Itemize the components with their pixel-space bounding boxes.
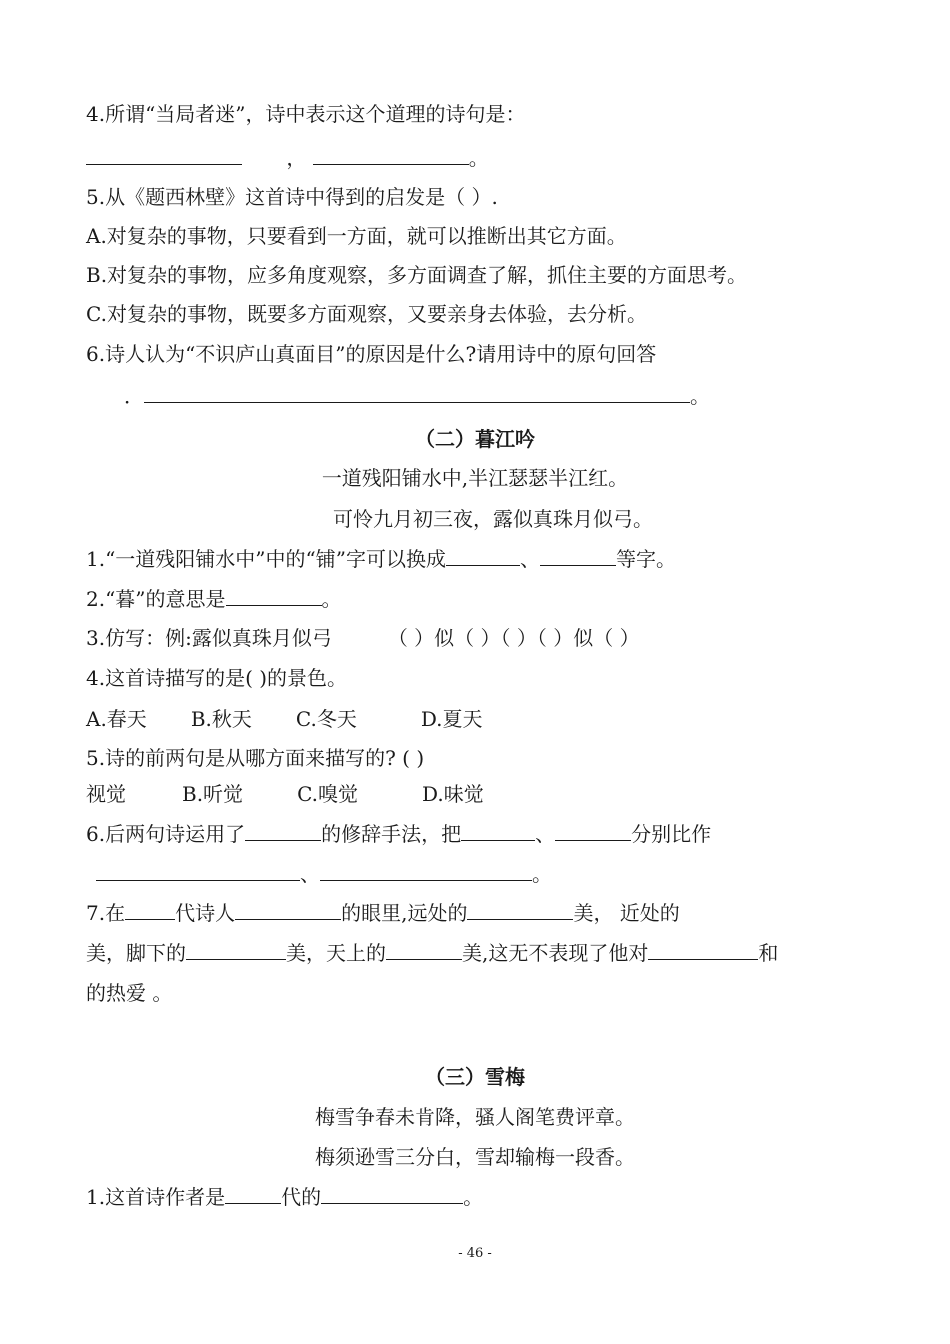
poem-line-1: 一道残阳铺水中,半江瑟瑟半江红。 (321, 466, 629, 490)
section-title-mujiangyin: （二）暮江吟 (415, 427, 535, 451)
answer-blank[interactable] (313, 144, 469, 165)
poem-line-1: 梅雪争春未肯降，骚人阁笔费评章。 (315, 1105, 635, 1129)
page-number: - 46 - (458, 1246, 492, 1261)
poem-line-2: 可怜九月初三夜，露似真珠月似弓。 (333, 507, 653, 531)
s3-question-1: 1.这首诗作者是 代的 。 (86, 1185, 484, 1209)
s2-question-5-options: 视觉 B.听觉 C.嗅觉 D.味觉 (86, 782, 484, 806)
answer-blank[interactable] (555, 820, 631, 841)
question-5-option-a: A.对复杂的事物，只要看到一方面，就可以推断出其它方面。 (86, 224, 627, 248)
answer-blank[interactable] (540, 545, 616, 566)
question-5-option-c: C.对复杂的事物，既要多方面观察，又要亲身去体验，去分析。 (86, 302, 647, 326)
answer-blank[interactable] (235, 899, 341, 920)
answer-blank[interactable] (245, 820, 321, 841)
question-5-option-b: B.对复杂的事物，应多角度观察，多方面调查了解，抓住主要的方面思考。 (86, 263, 748, 287)
s2-question-5: 5.诗的前两句是从哪方面来描写的? ( ) (86, 746, 425, 770)
answer-blank[interactable] (446, 545, 520, 566)
s2-question-2: 2.“暮”的意思是 。 (86, 587, 342, 611)
answer-blank[interactable] (225, 1183, 281, 1204)
answer-blank[interactable] (144, 382, 690, 403)
poem-line-2: 梅须逊雪三分白，雪却输梅一段香。 (315, 1145, 635, 1169)
answer-blank[interactable] (186, 939, 286, 960)
question-4: 4.所谓“当局者迷”，诗中表示这个道理的诗句是： (86, 102, 526, 126)
answer-blank[interactable] (226, 585, 322, 606)
answer-blank[interactable] (320, 860, 532, 881)
answer-blank[interactable] (461, 820, 535, 841)
answer-blank[interactable] (321, 1183, 463, 1204)
answer-blank[interactable] (86, 144, 242, 165)
s2-question-6-answer-line: 、 。 (96, 860, 552, 888)
question-6-answer-line: ． 。 (124, 384, 710, 408)
answer-blank[interactable] (467, 899, 573, 920)
s2-question-3: 3.仿写：例:露似真珠月似弓 （ ）似（ ）（ ）（ ）似（ ） (86, 626, 640, 650)
question-6: 6.诗人认为“不识庐山真面目”的原因是什么?请用诗中的原句回答 (86, 342, 657, 366)
answer-blank[interactable] (648, 939, 758, 960)
s2-question-7-line-3: 的热爱 。 (86, 981, 173, 1005)
s2-question-7-line-2: 美，脚下的 美，天上的 美,这无不表现了他对 和 (86, 941, 779, 965)
answer-blank[interactable] (386, 939, 462, 960)
s2-question-7-line-1: 7.在 代诗人 的眼里,远处的 美， 近处的 (86, 901, 680, 925)
section-title-xuemei: （三）雪梅 (425, 1065, 525, 1089)
s2-question-4-options: A.春天 B.秋天 C.冬天 D.夏天 (86, 707, 483, 731)
question-4-answer-line: ， 。 (86, 144, 489, 172)
question-5: 5.从《题西林壁》这首诗中得到的启发是（ ）. (86, 185, 498, 209)
answer-blank[interactable] (96, 860, 300, 881)
s2-question-6: 6.后两句诗运用了 的修辞手法，把 、 分别比作 (86, 822, 712, 846)
s2-question-1: 1.“一道残阳铺水中”中的“铺”字可以换成 、 等字。 (86, 547, 676, 571)
s2-question-4: 4.这首诗描写的是( )的景色。 (86, 666, 348, 690)
answer-blank[interactable] (125, 899, 175, 920)
